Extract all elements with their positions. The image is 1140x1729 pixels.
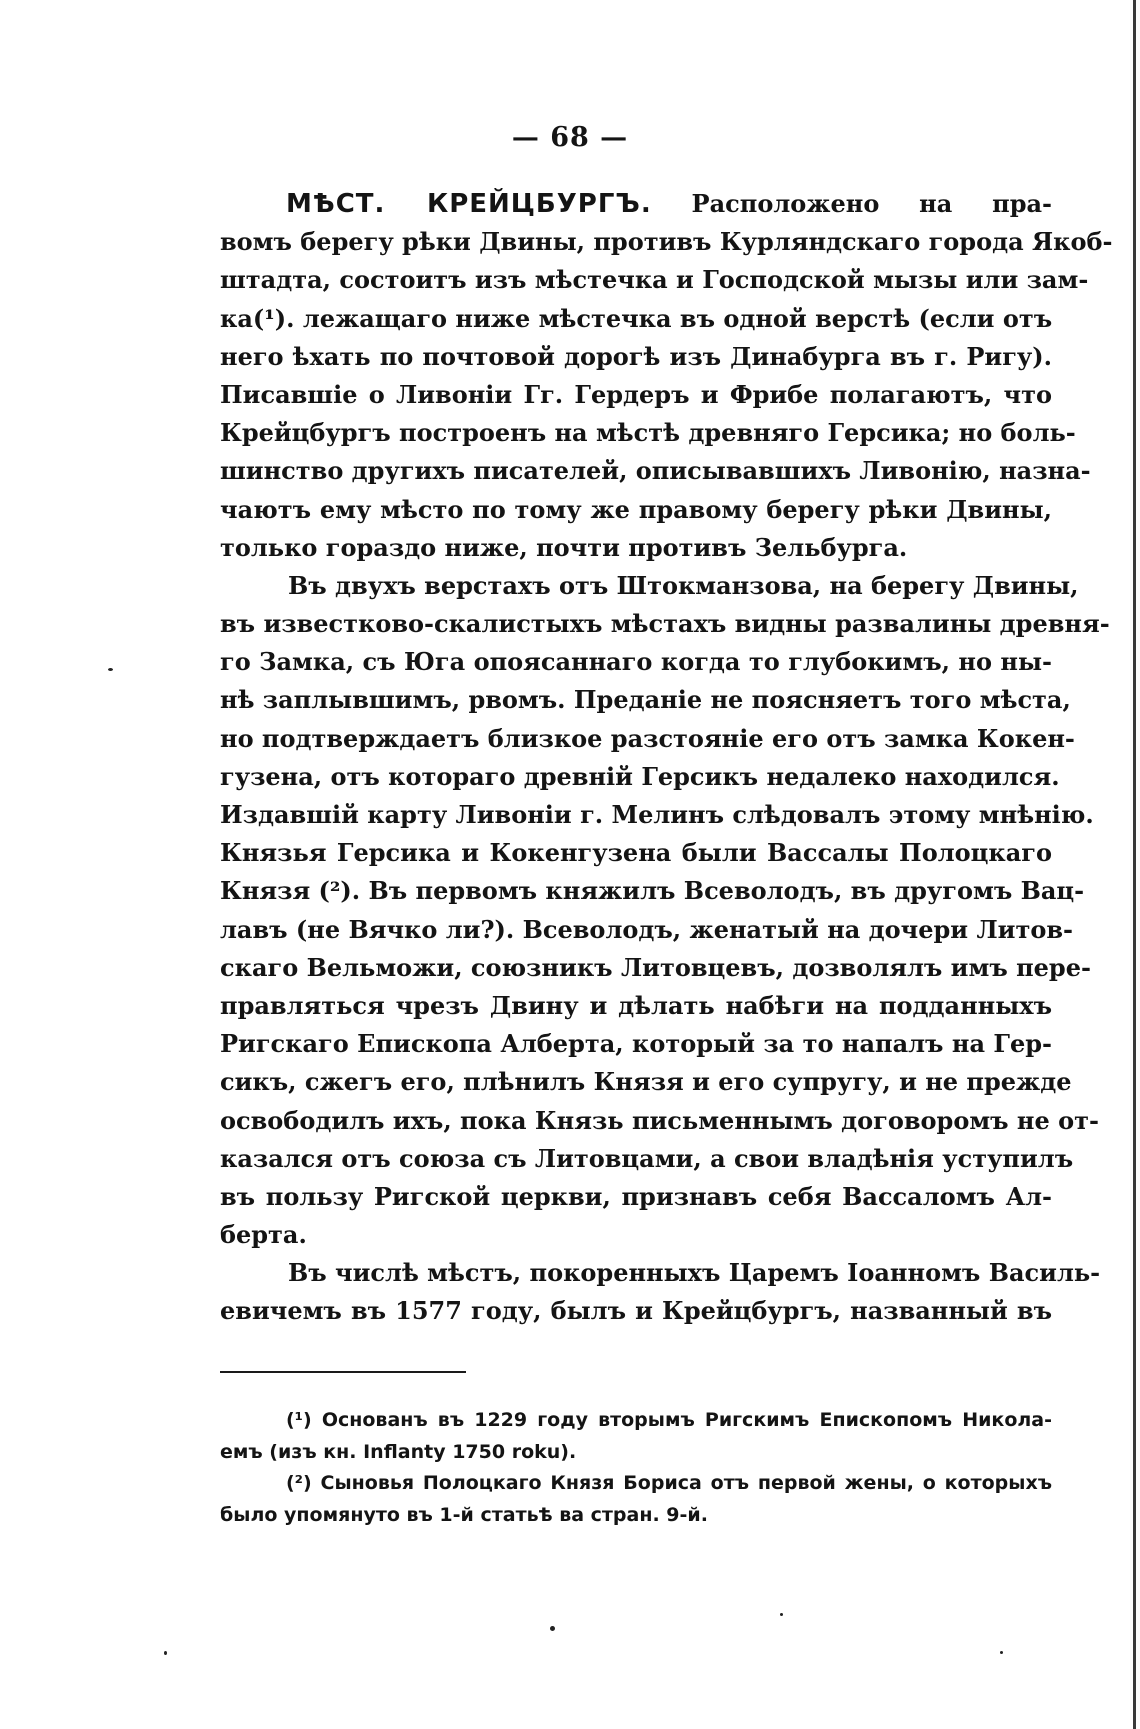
text-line: освободилъ ихъ, пока Князь письменнымъ договоромъ не от- — [220, 1105, 1099, 1135]
text-line: Издавшій карту Ливоніи г. Мелинъ слѣдовалъ этому мнѣнію. — [220, 800, 1094, 829]
footnotes — [220, 1405, 1052, 1531]
text-line: въ пользу Ригской церкви, признавъ себя Вассаломъ Ал- — [220, 1181, 1052, 1211]
ink-speck — [550, 1626, 555, 1631]
text-line: лавъ (не Вячко ли?). Всеволодъ, женатый на дочери Литов- — [220, 914, 1073, 944]
paragraph-2-first-line: Въ двухъ верстахъ отъ Штокманзова, на берегу Двины, — [288, 570, 1079, 600]
paragraph-1-line-1 — [220, 185, 1052, 223]
text-line: сикъ, сжегъ его, плѣнилъ Князя и его супругу, и не прежде — [220, 1067, 1072, 1097]
text-line: него ѣхать по почтовой дорогѣ изъ Динабурга въ г. Ригу). — [220, 341, 1052, 371]
footnote-1-cont: емъ (изъ кн. Inflanty 1750 roku). — [220, 1440, 577, 1463]
text-line: Князья Герсика и Кокенгузена были Вассалы Полоцкаго — [220, 838, 1052, 868]
text-line: Крейцбургъ построенъ на мѣстѣ древняго Герсика; но боль- — [220, 418, 1076, 448]
section-heading: МѢСТ. КРЕЙЦБУРГЪ. — [286, 189, 652, 219]
text-line: но подтверждаетъ близкое разстояніе его отъ замка Кокен- — [220, 723, 1075, 753]
text-line: скаго Вельможи, союзникъ Литовцевъ, дозволялъ имъ пере- — [220, 952, 1091, 982]
footnote-1: (¹) Основанъ въ 1229 году вторымъ Ригскимъ Епископомъ Никола- — [286, 1409, 1052, 1431]
footnote-divider — [220, 1371, 466, 1373]
text-line: Расположено на пра- — [691, 189, 1052, 218]
text-line: ка(¹). лежащаго ниже мѣстечка въ одной верстѣ (если отъ — [220, 303, 1053, 333]
text-line: шинство другихъ писателей, описывавшихъ Ливонію, назна- — [220, 456, 1091, 486]
text-line: вомъ берегу рѣки Двины, противъ Курляндскаго города Якоб- — [220, 227, 1113, 257]
ink-speck — [1000, 1651, 1003, 1654]
text-line: чаютъ ему мѣсто по тому же правому берегу рѣки Двины, — [220, 494, 1052, 524]
text-line: въ известково-скалистыхъ мѣстахъ видны развалины древня- — [220, 609, 1110, 639]
page-edge-shadow — [1133, 0, 1136, 1729]
main-text — [220, 185, 1113, 1331]
text-line: гузена, отъ котораго древній Герсикъ недалеко находился. — [220, 761, 1060, 791]
ink-speck — [108, 668, 113, 671]
paragraph-3-first-line: Въ числѣ мѣстъ, покоренныхъ Царемъ Іоанномъ Василь- — [288, 1258, 1101, 1288]
text-line: берта. — [220, 1220, 307, 1250]
text-line: го Замка, съ Юга опоясаннаго когда то глубокимъ, но ны- — [220, 647, 1052, 677]
ink-speck — [164, 1651, 167, 1655]
footnote-2-cont: было упомянуто въ 1-й статьѣ ва стран. 9-й. — [220, 1503, 708, 1526]
text-line: казался отъ союза съ Литовцами, а свои владѣнія уступилъ — [220, 1143, 1074, 1173]
footnote-2: (²) Сыновья Полоцкаго Князя Бориса отъ первой жены, о которыхъ — [286, 1472, 1052, 1494]
text-line: Князя (²). Въ первомъ княжилъ Всеволодъ, въ другомъ Вац- — [220, 876, 1085, 906]
text-line: Писавшіе о Ливоніи Гг. Гердеръ и Фрибе полагаютъ, что — [220, 379, 1052, 409]
text-line: Ригскаго Епископа Алберта, который за то напалъ на Гер- — [220, 1029, 1052, 1059]
text-line: правляться чрезъ Двину и дѣлать набѣги на подданныхъ — [220, 990, 1052, 1020]
page-number: — 68 — — [511, 122, 629, 153]
text-line: только гораздо ниже, почти противъ Зельбурга. — [220, 532, 908, 562]
text-line: нѣ заплывшимъ, рвомъ. Преданіе не поясняетъ того мѣста, — [220, 685, 1071, 715]
text-line: евичемъ въ 1577 году, былъ и Крейцбургъ, названный въ — [220, 1296, 1052, 1326]
text-line: штадта, состоитъ изъ мѣстечка и Господской мызы или зам- — [220, 265, 1089, 295]
ink-speck — [780, 1613, 783, 1616]
